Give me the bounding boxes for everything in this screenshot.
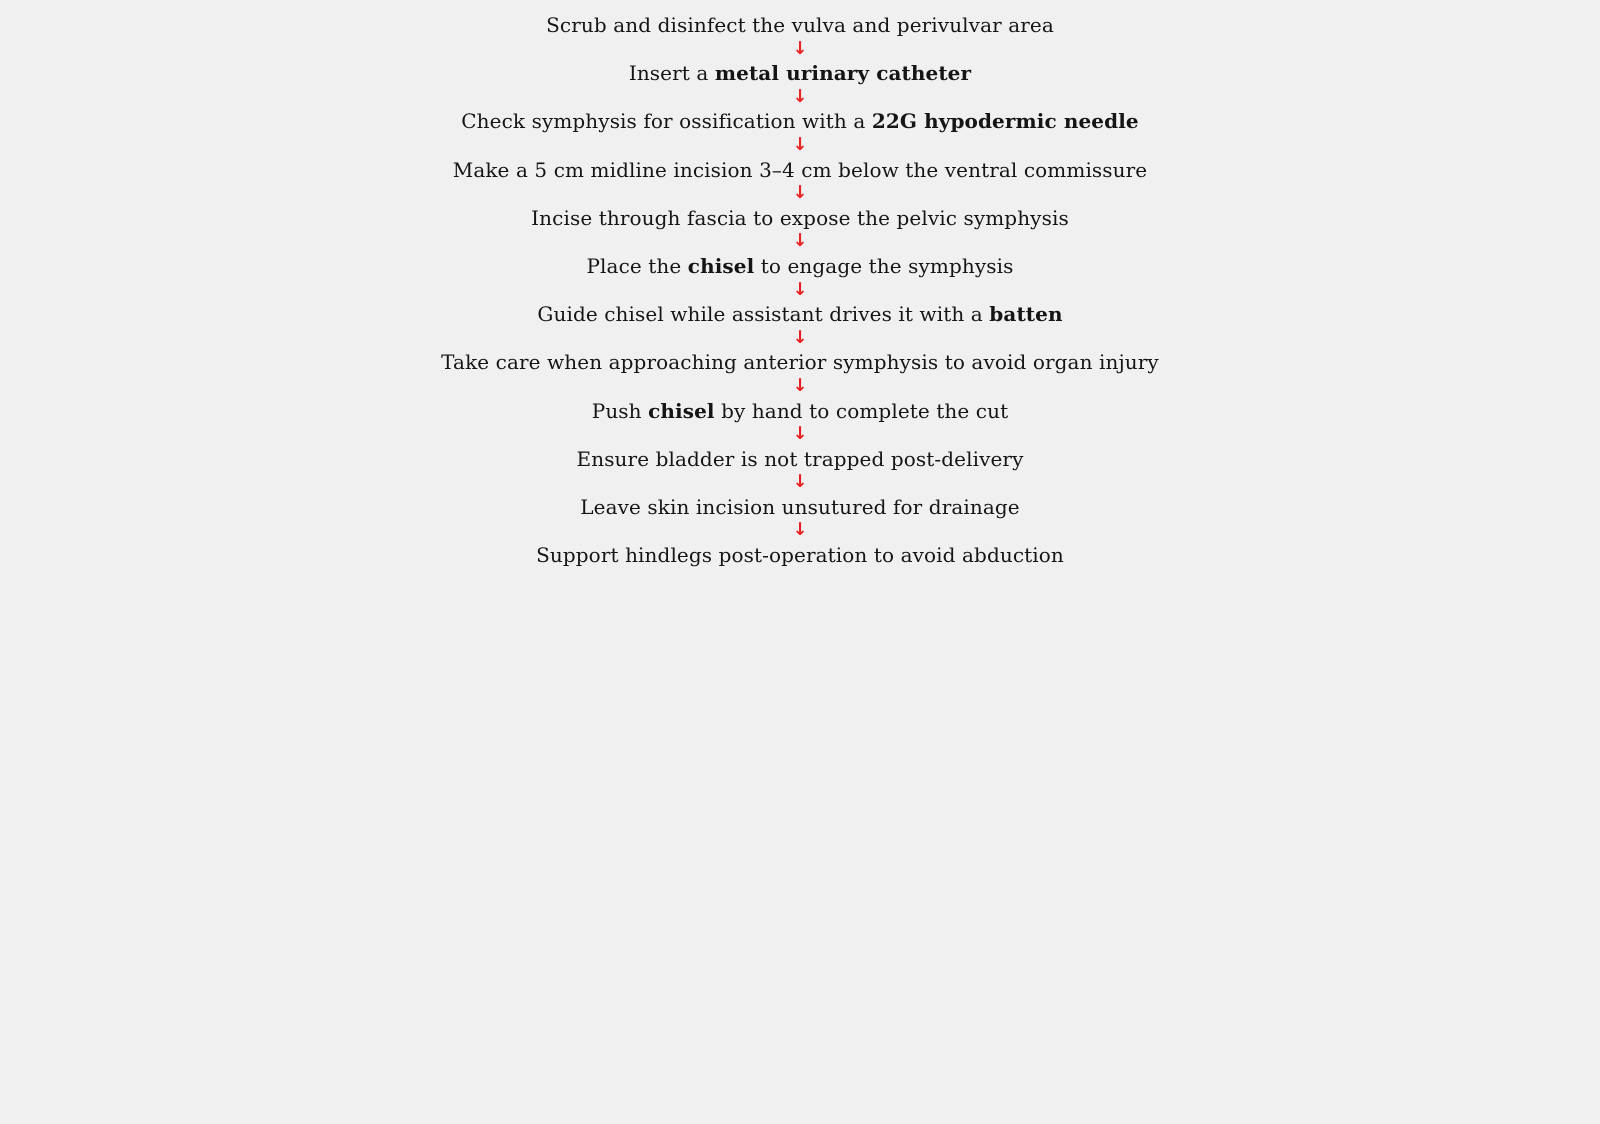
flow-step-9 (20, 400, 1580, 424)
flow-step-12 (20, 544, 1580, 568)
flow-step-9-text: by hand to complete the cut (714, 398, 1009, 423)
down-arrow-icon: ↓ (792, 520, 808, 541)
flow-step-4-text: Make a 5 cm midline incision 3–4 cm below the ventral commissure (452, 157, 1148, 182)
down-arrow-icon: ↓ (792, 183, 808, 204)
flow-step-7-emphasis: batten (989, 302, 1063, 327)
flow-step-6-emphasis: chisel (687, 253, 755, 278)
down-arrow-icon: ↓ (792, 279, 808, 300)
flow-step-3-emphasis: 22G hypodermic needle (871, 109, 1139, 134)
flow-step-6-text: Place the (586, 253, 688, 278)
flow-step-2 (20, 62, 1580, 86)
flow-step-11 (20, 496, 1580, 520)
flow-step-7 (20, 303, 1580, 327)
down-arrow-icon: ↓ (792, 86, 808, 107)
flow-step-1-text: Scrub and disinfect the vulva and perivulvar area (546, 13, 1054, 37)
flow-step-11-text: Leave skin incision unsutured for drainage (580, 494, 1020, 519)
flow-step-3 (20, 110, 1580, 134)
down-arrow-icon: ↓ (792, 231, 808, 252)
flow-step-9-emphasis: chisel (648, 398, 715, 423)
flow-step-1 (20, 14, 1580, 38)
flow-step-7-text: Guide chisel while assistant drives it with a (537, 302, 990, 327)
down-arrow-icon: ↓ (792, 327, 808, 348)
flow-step-6 (20, 255, 1580, 279)
flow-step-4 (20, 159, 1580, 183)
down-arrow-icon: ↓ (792, 134, 808, 155)
flow-step-9-text: Push (591, 398, 649, 423)
flow-step-3-text: Check symphysis for ossification with a (461, 109, 872, 134)
down-arrow-icon: ↓ (792, 38, 808, 59)
flow-step-12-text: Support hindlegs post-operation to avoid abduction (536, 543, 1064, 568)
down-arrow-icon: ↓ (792, 424, 808, 445)
flow-step-6-text: to engage the symphysis (754, 253, 1014, 278)
flow-step-5 (20, 207, 1580, 231)
flow-step-10 (20, 448, 1580, 472)
flow-step-2-emphasis: metal urinary catheter (714, 61, 972, 86)
down-arrow-icon: ↓ (792, 375, 808, 396)
flow-step-8 (20, 351, 1580, 375)
flow-step-10-text: Ensure bladder is not trapped post-delivery (576, 446, 1024, 471)
flow-step-2-text: Insert a (628, 61, 715, 86)
down-arrow-icon: ↓ (792, 472, 808, 493)
flow-step-5-text: Incise through fascia to expose the pelvic symphysis (531, 205, 1069, 230)
flow-step-8-text: Take care when approaching anterior symphysis to avoid organ injury (441, 350, 1159, 375)
